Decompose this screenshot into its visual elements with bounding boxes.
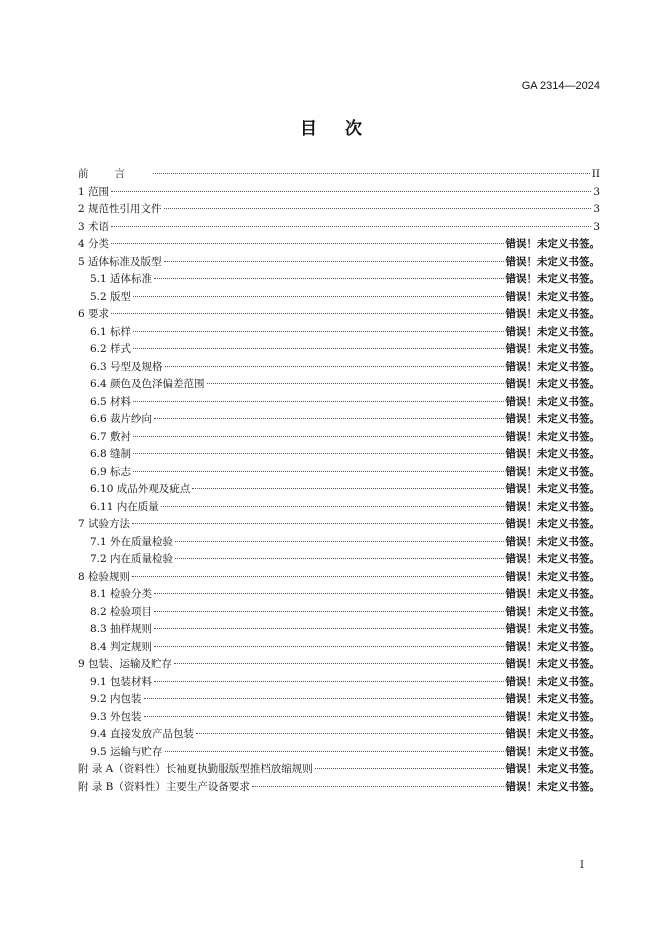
toc-entry-page: 错误！未定义书签。: [505, 728, 600, 740]
toc-entry-page: 错误！未定义书签。: [505, 290, 600, 303]
toc-leader-dots: [315, 768, 504, 769]
toc-entry[interactable]: [78, 376, 600, 394]
toc-entry-label: 4 分类: [78, 238, 110, 250]
toc-entry-page: 错误！未定义书签。: [505, 343, 600, 355]
toc-entry-page: 错误！未定义书签。: [505, 640, 600, 653]
toc-entry[interactable]: [78, 586, 600, 604]
page-title: 目次: [300, 119, 390, 139]
toc-entry[interactable]: [78, 569, 600, 587]
toc-leader-dots: [153, 173, 590, 174]
toc-entry-label: 前言: [78, 168, 151, 180]
toc-leader-dots: [111, 191, 591, 192]
toc-leader-dots: [154, 646, 503, 647]
toc-entry[interactable]: [78, 674, 600, 692]
toc-entry-label: 附 录 B（资料性）主要生产设备要求: [78, 780, 250, 793]
toc-leader-dots: [144, 716, 504, 717]
toc-entry-page: 错误！未定义书签。: [505, 483, 600, 495]
toc-entry[interactable]: [78, 254, 600, 272]
page-number: I: [580, 860, 584, 871]
toc-entry[interactable]: [78, 534, 600, 552]
toc-leader-dots: [133, 348, 503, 349]
toc-entry[interactable]: [78, 394, 600, 412]
toc-leader-dots: [111, 243, 503, 244]
toc-entry-label: 8.2 检验项目: [90, 605, 153, 618]
toc-entry-page: 错误！未定义书签。: [505, 535, 600, 548]
toc-leader-dots: [164, 261, 504, 262]
toc-entry-page: 错误！未定义书签。: [505, 745, 600, 758]
toc-entry-page: 3: [593, 185, 600, 198]
toc-entry-page: 错误！未定义书签。: [505, 465, 600, 478]
table-of-contents: [78, 166, 600, 796]
toc-entry[interactable]: [78, 621, 600, 639]
toc-entry[interactable]: [78, 726, 600, 744]
toc-entry-page: 错误！未定义书签。: [505, 710, 600, 723]
toc-entry[interactable]: [78, 744, 600, 762]
toc-entry-label: 6.3 号型及规格: [90, 360, 163, 373]
toc-entry-label: 6.5 材料: [90, 395, 132, 408]
toc-entry-page: 错误！未定义书签。: [505, 325, 600, 338]
toc-leader-dots: [164, 208, 592, 209]
toc-entry-page: 错误！未定义书签。: [505, 273, 600, 285]
toc-leader-dots: [175, 541, 503, 542]
toc-entry[interactable]: [78, 499, 600, 517]
toc-entry[interactable]: [78, 341, 600, 359]
toc-entry[interactable]: [78, 446, 600, 464]
toc-leader-dots: [175, 558, 503, 559]
toc-leader-dots: [132, 523, 503, 524]
toc-entry-page: 错误！未定义书签。: [505, 238, 600, 250]
toc-entry-label: 8.3 抽样规则: [90, 623, 153, 635]
toc-entry[interactable]: [78, 429, 600, 447]
toc-entry-page: 错误！未定义书签。: [505, 623, 600, 635]
toc-entry-page: 错误！未定义书签。: [505, 378, 600, 390]
toc-entry-page: 错误！未定义书签。: [505, 430, 600, 443]
toc-entry-label: 5.1 适体标准: [90, 273, 153, 285]
toc-entry[interactable]: [78, 656, 600, 674]
toc-entry[interactable]: [78, 271, 600, 289]
toc-entry[interactable]: [78, 639, 600, 657]
toc-entry[interactable]: [78, 551, 600, 569]
toc-entry-page: 错误！未定义书签。: [505, 763, 600, 775]
toc-leader-dots: [154, 611, 503, 612]
toc-leader-dots: [161, 506, 504, 507]
toc-entry[interactable]: [78, 184, 600, 202]
toc-leader-dots: [154, 418, 503, 419]
toc-entry-label: 6 要求: [78, 308, 110, 320]
toc-entry-page: 错误！未定义书签。: [505, 658, 600, 670]
toc-entry-page: 错误！未定义书签。: [505, 588, 600, 600]
toc-entry-label: 8 检验规则: [78, 570, 131, 583]
toc-entry-label: 6.8 缝制: [90, 448, 132, 460]
toc-leader-dots: [154, 681, 503, 682]
toc-entry-label: 6.6 裁片纱向: [90, 413, 153, 425]
toc-leader-dots: [252, 786, 504, 787]
toc-entry-label: 1 范围: [78, 185, 110, 198]
toc-entry[interactable]: [78, 306, 600, 324]
toc-entry-label: 5 适体标准及版型: [78, 255, 162, 268]
toc-entry-page: II: [591, 168, 600, 180]
toc-entry-page: 错误！未定义书签。: [505, 308, 600, 320]
document-code: GA 2314—2024: [521, 80, 600, 92]
toc-leader-dots: [133, 436, 503, 437]
toc-entry-label: 9.2 内包装: [90, 693, 142, 705]
toc-entry[interactable]: [78, 691, 600, 709]
toc-entry-label: 6.10 成品外观及疵点: [90, 483, 191, 495]
toc-leader-dots: [165, 751, 504, 752]
toc-entry[interactable]: [78, 289, 600, 307]
toc-entry-page: 错误！未定义书签。: [505, 500, 600, 513]
toc-entry[interactable]: [78, 604, 600, 622]
toc-leader-dots: [144, 698, 504, 699]
toc-entry[interactable]: [78, 761, 600, 779]
toc-entry-label: 8.1 检验分类: [90, 588, 153, 600]
toc-entry-page: 错误！未定义书签。: [505, 780, 600, 793]
toc-leader-dots: [154, 628, 503, 629]
toc-entry-label: 6.9 标志: [90, 465, 132, 478]
toc-entry[interactable]: [78, 464, 600, 482]
toc-entry[interactable]: [78, 481, 600, 499]
toc-entry-label: 6.4 颜色及色泽偏差范围: [90, 378, 205, 390]
toc-entry-label: 9.3 外包装: [90, 710, 142, 723]
toc-entry-page: 错误！未定义书签。: [505, 255, 600, 268]
toc-entry-label: 5.2 版型: [90, 290, 132, 303]
toc-entry-label: 9 包装、运输及贮存: [78, 658, 173, 670]
toc-leader-dots: [132, 576, 503, 577]
toc-entry-page: 错误！未定义书签。: [505, 395, 600, 408]
toc-entry[interactable]: [78, 219, 600, 237]
toc-entry[interactable]: [78, 709, 600, 727]
toc-leader-dots: [111, 226, 591, 227]
toc-entry-page: 错误！未定义书签。: [505, 605, 600, 618]
toc-entry-page: 错误！未定义书签。: [505, 553, 600, 565]
toc-entry-label: 7.2 内在质量检验: [90, 553, 174, 565]
toc-entry-page: 错误！未定义书签。: [505, 413, 600, 425]
toc-leader-dots: [154, 593, 503, 594]
toc-leader-dots: [133, 471, 503, 472]
toc-entry-label: 6.2 样式: [90, 343, 132, 355]
toc-leader-dots: [174, 663, 503, 664]
toc-entry[interactable]: [78, 166, 600, 184]
toc-leader-dots: [207, 383, 504, 384]
toc-entry[interactable]: [78, 201, 600, 219]
toc-entry-label: 9.4 直接发放产品包装: [90, 728, 195, 740]
toc-entry-label: 7 试验方法: [78, 518, 131, 530]
toc-entry[interactable]: [78, 411, 600, 429]
toc-entry-page: 错误！未定义书签。: [505, 693, 600, 705]
toc-entry-label: 9.5 运输与贮存: [90, 745, 163, 758]
toc-entry-page: 3: [593, 203, 600, 215]
toc-leader-dots: [133, 296, 503, 297]
toc-leader-dots: [133, 401, 503, 402]
toc-leader-dots: [196, 733, 503, 734]
toc-entry[interactable]: [78, 779, 600, 797]
toc-leader-dots: [133, 453, 503, 454]
toc-entry-label: 附 录 A（资料性）长袖夏执勤服版型推档放缩规则: [78, 763, 313, 775]
toc-entry-label: 6.7 敷衬: [90, 430, 132, 443]
toc-entry[interactable]: [78, 236, 600, 254]
toc-entry-page: 错误！未定义书签。: [505, 675, 600, 688]
toc-entry-page: 3: [593, 220, 600, 233]
toc-entry-label: 2 规范性引用文件: [78, 203, 162, 215]
toc-leader-dots: [154, 278, 503, 279]
toc-entry-page: 错误！未定义书签。: [505, 360, 600, 373]
toc-entry-label: 7.1 外在质量检验: [90, 535, 174, 548]
toc-entry-label: 6.11 内在质量: [90, 500, 159, 513]
toc-entry[interactable]: [78, 359, 600, 377]
toc-entry-label: 9.1 包装材料: [90, 675, 153, 688]
toc-entry-page: 错误！未定义书签。: [505, 448, 600, 460]
toc-entry-label: 8.4 判定规则: [90, 640, 153, 653]
toc-leader-dots: [133, 331, 503, 332]
toc-leader-dots: [192, 488, 503, 489]
toc-leader-dots: [111, 313, 503, 314]
toc-entry-label: 6.1 标样: [90, 325, 132, 338]
toc-entry-page: 错误！未定义书签。: [505, 518, 600, 530]
toc-leader-dots: [165, 366, 504, 367]
toc-entry-page: 错误！未定义书签。: [505, 570, 600, 583]
toc-entry[interactable]: [78, 324, 600, 342]
toc-entry[interactable]: [78, 516, 600, 534]
toc-entry-label: 3 术语: [78, 220, 110, 233]
